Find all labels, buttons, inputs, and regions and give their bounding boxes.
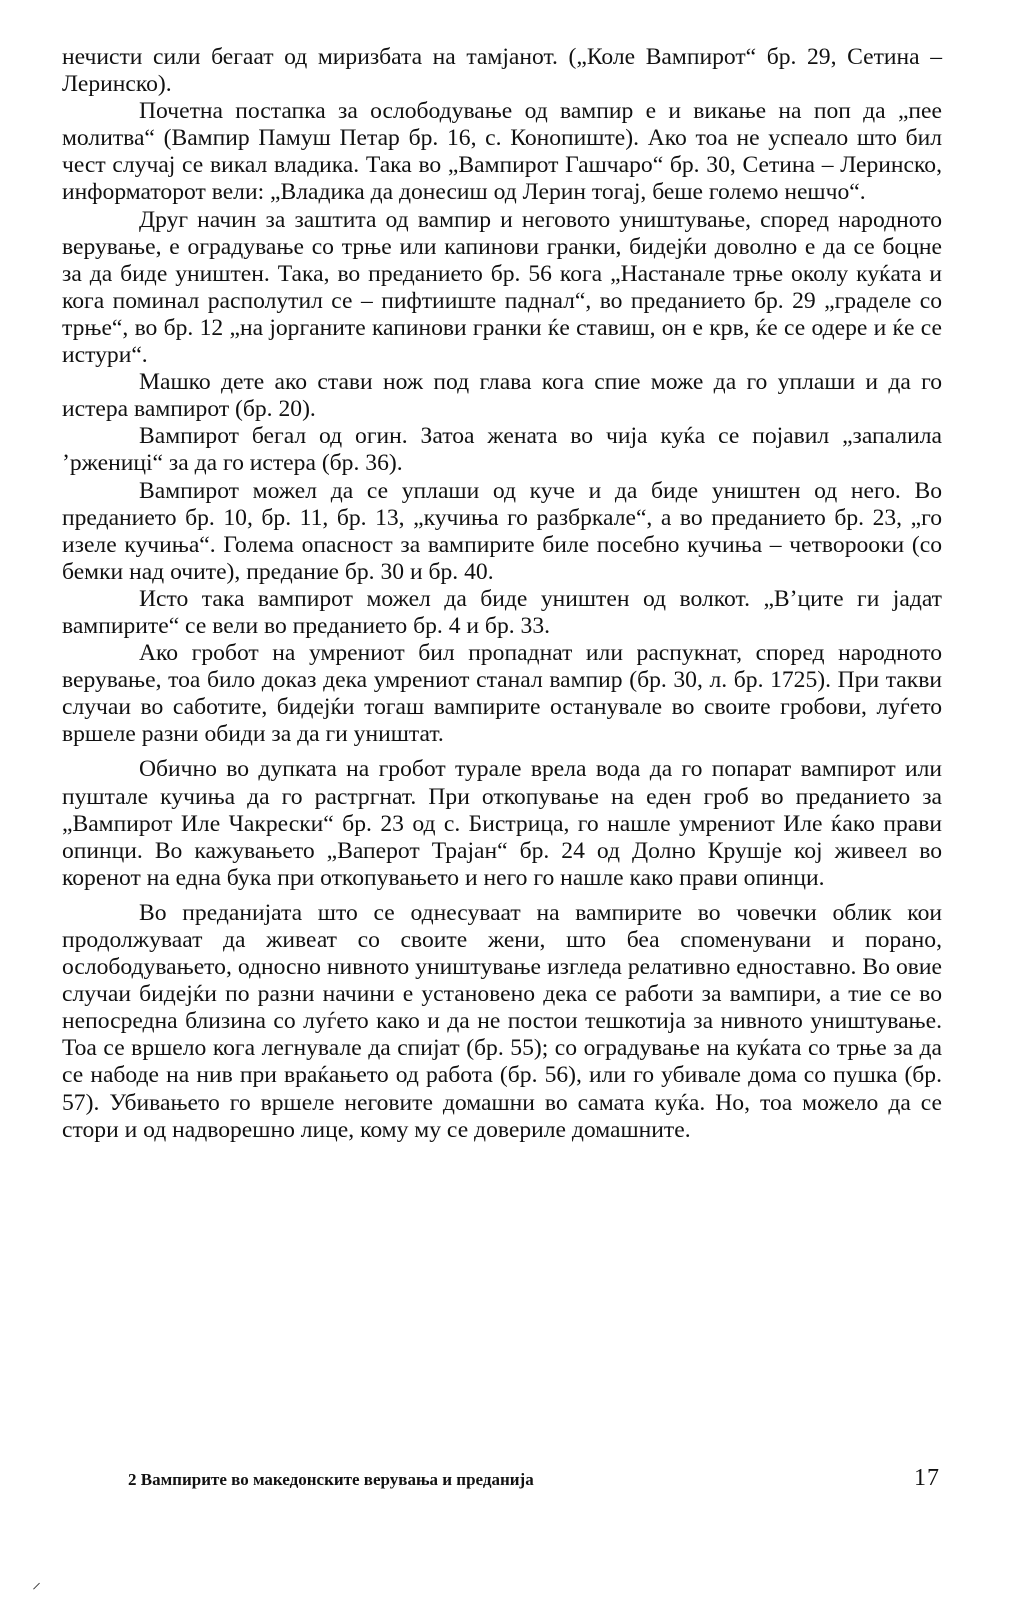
paragraph-3: Друг начин за заштита од вампир и неговото уништување, според народното верување, е оградување со трње или капинови гранки, бидејќи доволно е да се боцне за да биде уништен. Така, во преданието бр. 56 кога „Настанале трње околу куќата и кога поминал располутил се – пифтииште паднал“, во преданието бр. 29 „граделе со трње“, во бр. 12 „на јорганите капинови гранки ќе ставиш, он е крв, ќе се одере и ќе се истури“. — [62, 206, 942, 369]
page-body — [62, 44, 942, 1144]
paragraph-7: Исто така вампирот можел да биде уништен од волкот. „В’ците ги јадат вампирите“ се вели во преданието бр. 4 и бр. 33. — [62, 585, 942, 639]
paragraph-5: Вампирот бегал од огин. Затоа жената во чија куќа се појавил „запалила ’ржениці“ за да го истера (бр. 36). — [62, 423, 942, 477]
paragraph-4: Машко дете ако стави нож под глава кога спие може да го уплаши и да го истера вампирот (бр. 20). — [62, 369, 942, 423]
paragraph-8: Ако гробот на умрениот бил пропаднат или распукнат, според народното верување, тоа било доказ дека умрениот станал вампир (бр. 30, л. бр. 1725). При такви случаи во саботите, бидејќи тогаш вампирите останувале во своите гробови, луѓето вршеле разни обиди за да ги уништат. — [62, 640, 942, 748]
paragraph-9: Обично во дупката на гробот турале врела вода да го попарат вампирот или пуштале кучиња да го растргнат. При откопување на еден гроб во преданието за „Вампирот Иле Чакрески“ бр. 23 од с. Бистрица, го нашле умрениот Иле ќако прави опинци. Во кажувањето „Ваперот Трајан“ бр. 24 од Долно Крушје кој живеел во коренот на една бука при откопувањето и него го нашле како прави опинци. — [62, 756, 942, 891]
scan-mark-icon: ⸝ — [32, 1572, 41, 1592]
running-title: 2 Вампирите во македонските верувања и преданија — [128, 1470, 534, 1489]
paragraph-10: Во преданијата што се однесуваат на вампирите во човечки облик кои продолжуваат да живеат со своите жени, што беа споменувани и порано, ослободувањето, односно нивното уништување изгледа релативно едноставно. Во овие случаи бидејќи по разни начини е установено дека се работи за вампири, а тие се во непосредна близина со луѓето како и да не постои тешкотија за нивното уништување. Тоа се вршело кога легнувале да спијат (бр. 55); со оградување на куќата со трње за да се набоде на нив при враќањето од работа (бр. 56), или го убивале дома со пушка (бр. 57). Убивањето го вршеле неговите домашни во самата куќа. Но, тоа можело да се стори и од надворешно лице, кому му се довериле домашните. — [62, 899, 942, 1143]
paragraph-2: Почетна постапка за ослободување од вампир е и викање на поп да „пее молитва“ (Вампир Памуш Петар бр. 16, с. Конопиште). Ако тоа не успеало што бил чест случај се викал владика. Така во „Вампирот Гашчаро“ бр. 30, Сетина – Леринско, информаторот вели: „Владика да донесиш од Лерин тогај, беше големо нешчо“. — [62, 98, 942, 206]
page-number: 17 — [914, 1465, 940, 1491]
page-footer — [128, 1465, 940, 1492]
paragraph-6: Вампирот можел да се уплаши од куче и да биде уништен од него. Во преданието бр. 10, бр. 11, бр. 13, „кучиња го разбркале“, а во преданието бр. 23, „го изеле кучиња“. Голема опасност за вампирите биле посебно кучиња – четворооки (со бемки над очите), предание бр. 30 и бр. 40. — [62, 477, 942, 585]
paragraph-1: нечисти сили бегаат од миризбата на тамјанот. („Коле Вампирот“ бр. 29, Сетина – Леринско). — [62, 44, 942, 98]
